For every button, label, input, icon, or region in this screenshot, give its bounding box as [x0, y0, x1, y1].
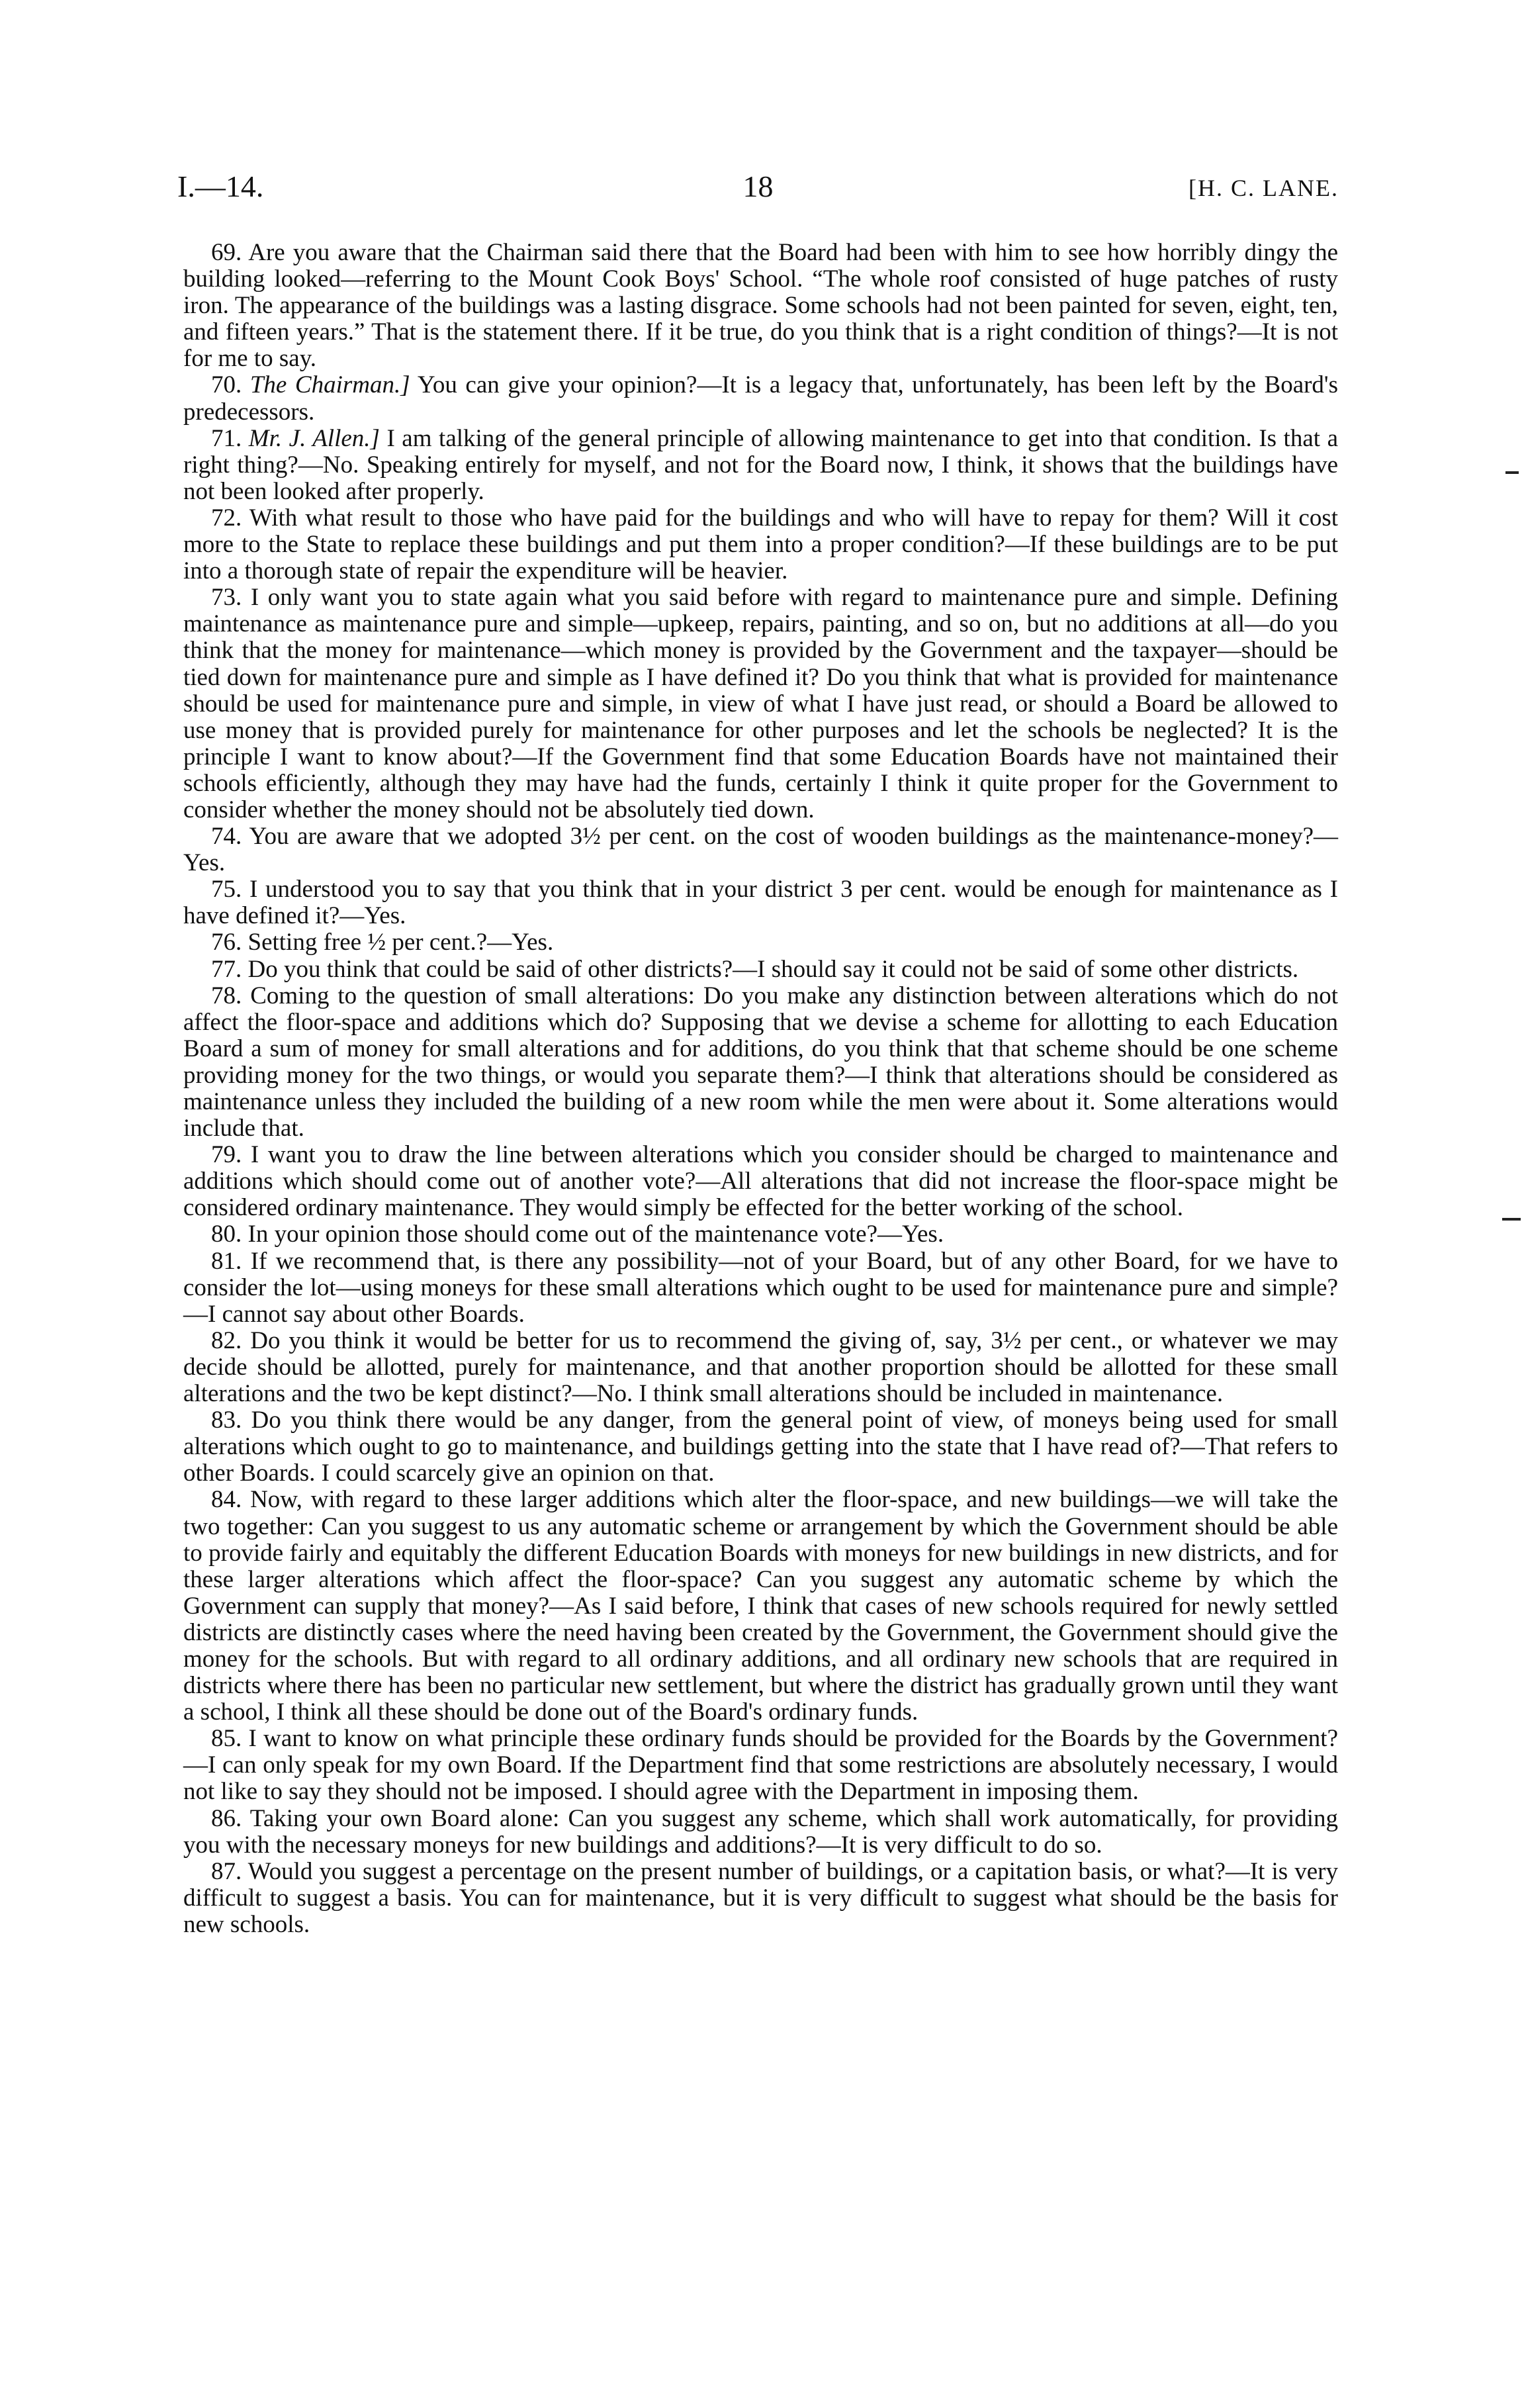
paragraph-85 [183, 1726, 1338, 1805]
paragraph-74 [183, 823, 1338, 876]
paragraph-text: You can give your opinion?—It is a legacy that, unfortunately, has been left by the Board's predecessors. [183, 371, 1339, 426]
speaker-label: The Chairman.] [249, 371, 410, 399]
paragraph-72 [183, 505, 1338, 584]
paragraph-82 [183, 1328, 1338, 1407]
paragraph-text: 84. Now, with regard to these larger additions which alter the floor-space, and new buildings—we will take the two together: Can you suggest to us any automatic scheme or arrangement by which the Government should be able to provide fairly and equitably the different Education Boards with moneys for new buildings in new districts, and for these larger alterations which affect the floor-space? Can you suggest any automatic scheme by which the Government can supply that money?—As I said before, I think that cases of new schools required for newly settled districts are distinctly cases where the need having been created by the Government, the Government should give the money for the schools. But with regard to all ordinary additions, and all ordinary new schools that are required in districts where there has been no particular new settlement, but where the district has gradually grown until they want a school, I think all these should be done out of the Board's ordinary funds. [183, 1486, 1338, 1726]
paragraph-text: 69. Are you aware that the Chairman said there that the Board had been with him to see how horribly dingy the building looked—referring to the Mount Cook Boys' School. “The whole roof consisted of huge patches of rusty iron. The appearance of the buildings was a lasting disgrace. Some schools had not been painted for seven, eight, ten, and fifteen years.” That is the statement there. If it be true, do you think that is a right condition of things?—It is not for me to say. [183, 239, 1338, 373]
paragraph-text: 83. Do you think there would be any danger, from the general point of view, of moneys being used for small alterations which ought to go to maintenance, and buildings getting into the state that I have read of?—That refers to other Boards. I could scarcely give an opinion on that. [183, 1407, 1338, 1487]
paragraph-80 [183, 1221, 1338, 1248]
paragraph-text: 81. If we recommend that, is there any possibility—not of your Board, but of any other Board, for we have to consider the lot—using moneys for these small alterations which ought to be used for maintenance pure and simple?—I cannot say about other Boards. [183, 1247, 1338, 1328]
document-reference: I.—14. [177, 169, 264, 203]
paragraph-73 [183, 584, 1338, 823]
paragraph-84 [183, 1487, 1338, 1726]
paragraph-text: 74. You are aware that we adopted 3½ per cent. on the cost of wooden buildings as the maintenance-money?—Yes. [183, 823, 1338, 877]
paragraph-87 [183, 1859, 1338, 1938]
margin-mark [1505, 471, 1519, 474]
margin-mark [1502, 1218, 1521, 1221]
paragraph-78 [183, 983, 1338, 1142]
paragraph-83 [183, 1407, 1338, 1487]
paragraph-76 [183, 929, 1338, 956]
paragraph-number: 70. [211, 371, 242, 399]
paragraph-text: 72. With what result to those who have paid for the buildings and who will have to repay for them? Will it cost more to the State to replace these buildings and put them into a proper condition?—If these buildings are to be put into a thorough state of repair the expenditure will be heavier. [183, 504, 1338, 585]
paragraph-number: 71. [211, 424, 242, 452]
paragraph-text: 86. Taking your own Board alone: Can you suggest any scheme, which shall work automatically, for providing you with the necessary moneys for new buildings and additions?—It is very difficult to do so. [183, 1804, 1338, 1859]
paragraph-text: 77. Do you think that could be said of other districts?—I should say it could not be said of some other districts. [211, 955, 1299, 983]
paragraph-text: 85. I want to know on what principle these ordinary funds should be provided for the Boards by the Government?—I can only speak for my own Board. If the Department find that some restrictions are absolutely necessary, I would not like to say they should not be imposed. I should agree with the Department in imposing them. [183, 1725, 1338, 1806]
paragraph-70 [183, 372, 1338, 425]
paragraph-text: 80. In your opinion those should come out of the maintenance vote?—Yes. [211, 1221, 944, 1248]
paragraph-text: 82. Do you think it would be better for us to recommend the giving of, say, 3½ per cent., or whatever we may decide should be allotted, purely for maintenance, and that another proportion should be allotted for these small alterations and the two be kept distinct?—No. I think small alterations should be included in maintenance. [183, 1326, 1338, 1408]
paragraph-77 [183, 956, 1338, 983]
paragraph-text: 79. I want you to draw the line between alterations which you consider should be charged to maintenance and additions which should come out of another vote?—All alterations that did not increase the floor-space might be considered ordinary maintenance. They would simply be effected for the better working of the school. [183, 1141, 1338, 1222]
paragraph-text: 73. I only want you to state again what you said before with regard to maintenance pure and simple. Defining maintenance as maintenance pure and simple—upkeep, repairs, painting, and so on, but no additions at all—do you think that the money for maintenance—which money is provided by the Government and the taxpayer—should be tied down for maintenance pure and simple as I have defined it? Do you think that what is provided for maintenance should be used for maintenance pure and simple, in view of what I have just read, or should a Board be allowed to use money that is provided purely for maintenance for other purposes and let the schools be neglected? It is the principle I want to know about?—If the Government find that some Education Boards have not maintained their schools efficiently, although they may have had the funds, certainly I think it quite proper for the Government to consider whether the money should not be absolutely tied down. [183, 584, 1338, 823]
paragraph-text: 87. Would you suggest a percentage on the present number of buildings, or a capitation basis, or what?—It is very difficult to suggest a basis. You can for maintenance, but it is very difficult to suggest what should be the basis for new schools. [183, 1857, 1338, 1938]
paragraph-text: 76. Setting free ½ per cent.?—Yes. [211, 929, 554, 956]
page-number: 18 [742, 169, 774, 203]
page-header [177, 169, 1339, 208]
paragraph-text: 75. I understood you to say that you think that in your district 3 per cent. would be enough for maintenance as I have defined it?—Yes. [183, 876, 1338, 930]
witness-name: [H. C. LANE. [1188, 175, 1339, 201]
paragraph-86 [183, 1806, 1338, 1859]
paragraph-75 [183, 876, 1338, 929]
paragraph-79 [183, 1142, 1338, 1221]
paragraph-71 [183, 426, 1338, 505]
paragraph-69 [183, 240, 1338, 372]
paragraph-text: 78. Coming to the question of small alterations: Do you make any distinction between alterations which do not affect the floor-space and additions which do? Supposing that we devise a scheme for allotting to each Education Board a sum of money for small alterations and for additions, do you think that that scheme should be one scheme providing money for the two things, or would you separate them?—I think that alterations should be considered as maintenance unless they included the building of a new room while the men were about it. Some alterations would include that. [183, 982, 1338, 1142]
paragraph-text: I am talking of the general principle of allowing maintenance to get into that condition. Is that a right thing?—No. Speaking entirely for myself, and not for the Board now, I think, it shows that the buildings have not been looked after properly. [183, 424, 1338, 505]
document-body [183, 240, 1338, 1938]
paragraph-81 [183, 1248, 1338, 1328]
speaker-label: Mr. J. Allen.] [248, 424, 380, 452]
